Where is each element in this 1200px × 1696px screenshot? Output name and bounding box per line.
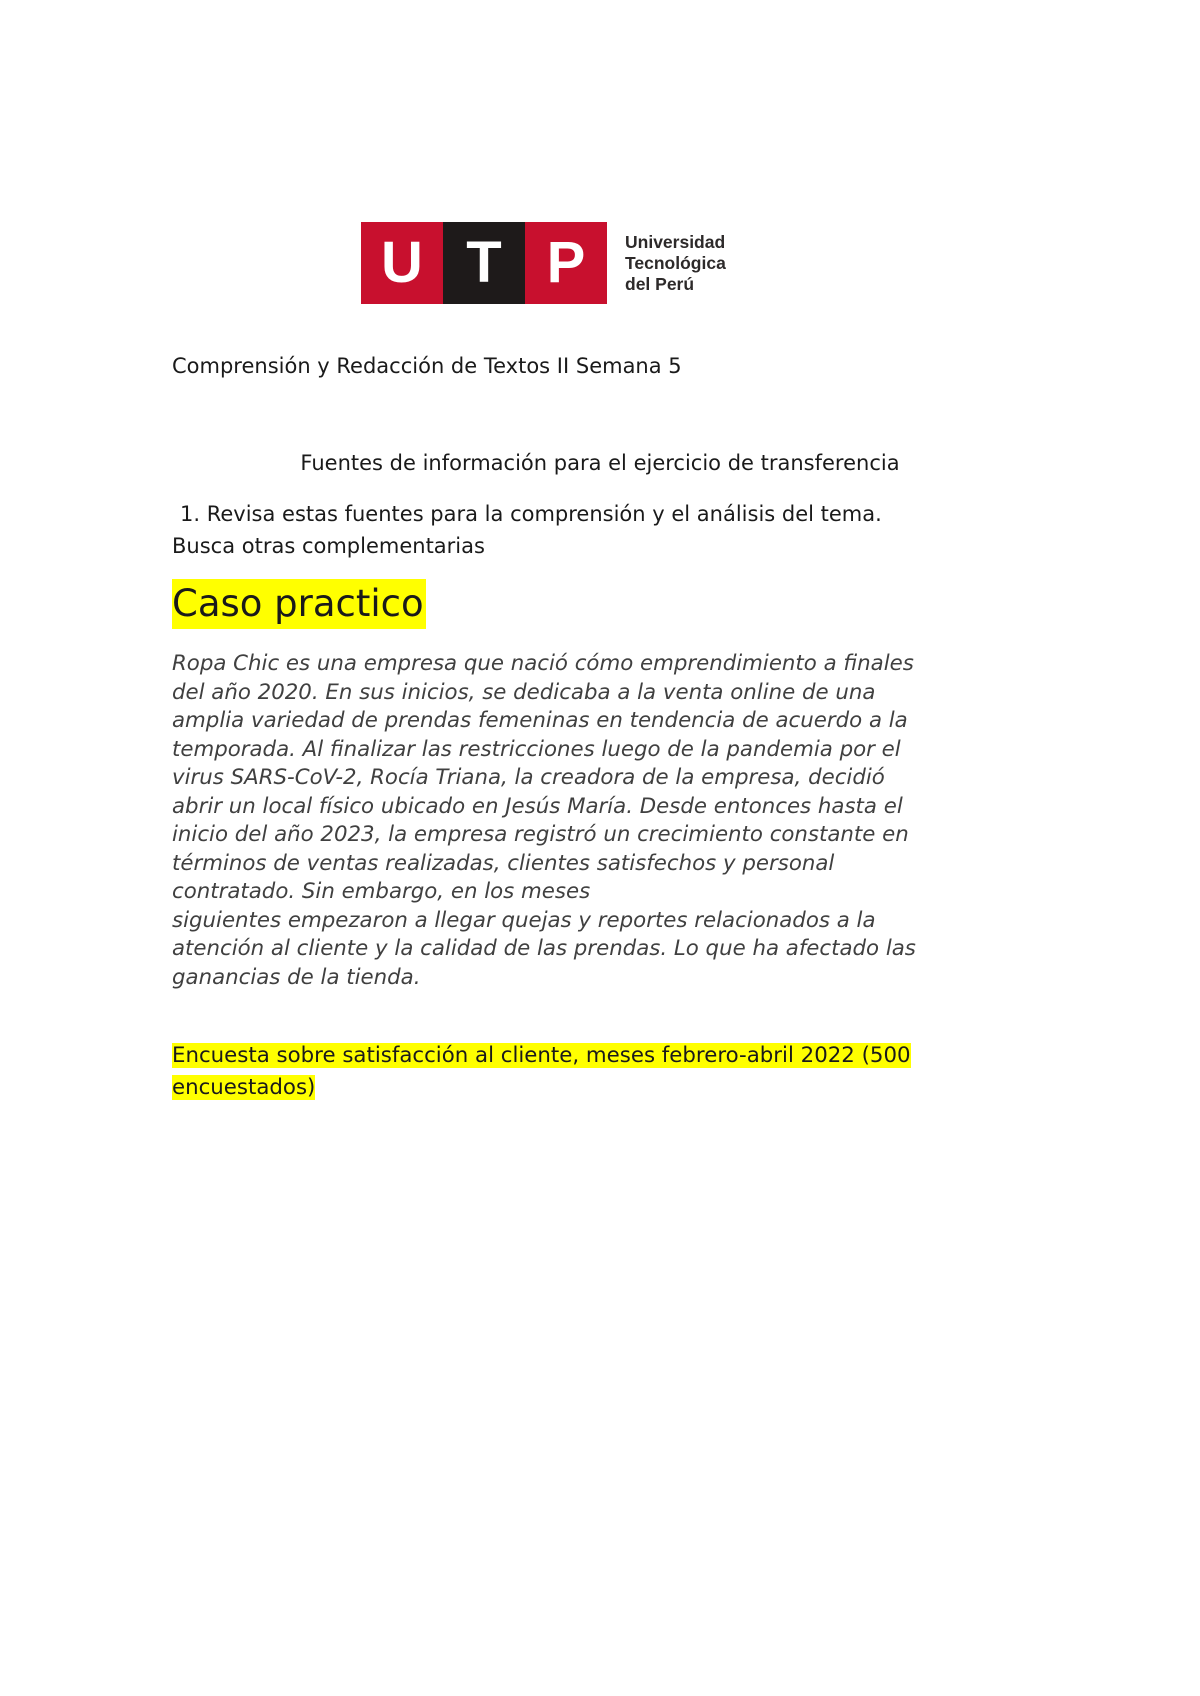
logo-letter-p: P [525,222,607,304]
logo-university-name [625,232,726,295]
logo-letter-t: T [443,222,525,304]
course-title: Comprensión y Redacción de Textos II Semana 5 [172,354,682,378]
logo-name-line: del Perú [625,273,695,294]
section-subtitle: Fuentes de información para el ejercicio de transferencia [300,451,900,475]
case-body-paragraph: Ropa Chic es una empresa que nació cómo emprendimiento a finales del año 2020. En sus inicios, se dedicaba a la venta online de una amplia variedad de prendas femeninas en tendencia de acuerdo a la temporada. Al finalizar las restricciones luego de la pandemia por el virus SARS-CoV-2, Rocía Triana, la creadora de la empresa, decidió abrir un local físico ubicado en Jesús María. Desde entonces hasta el inicio del año 2023, la empresa registró un crecimiento constante en términos de ventas realizadas, clientes satisfechos y personal contratado. Sin embargo, en los meses siguientes empezaron a llegar quejas y reportes relacionados a la atención al cliente y la calidad de las prendas. Lo que ha afectado las ganancias de la tienda. [172,651,916,990]
case-heading: Caso practico [172,579,426,629]
instruction-text [172,498,1072,562]
logo-letter-u: U [361,222,443,304]
instruction-line: 1. Revisa estas fuentes para la comprensión y el análisis del tema. [180,502,882,526]
logo-name-line: Tecnológica [625,252,726,273]
instruction-line: Busca otras complementarias [172,534,485,558]
survey-title [172,1040,1042,1104]
utp-logo [361,222,726,304]
logo-name-line: Universidad [625,231,726,252]
survey-title-text: Encuesta sobre satisfacción al cliente, meses febrero-abril 2022 (500 encuestados) [172,1043,911,1100]
